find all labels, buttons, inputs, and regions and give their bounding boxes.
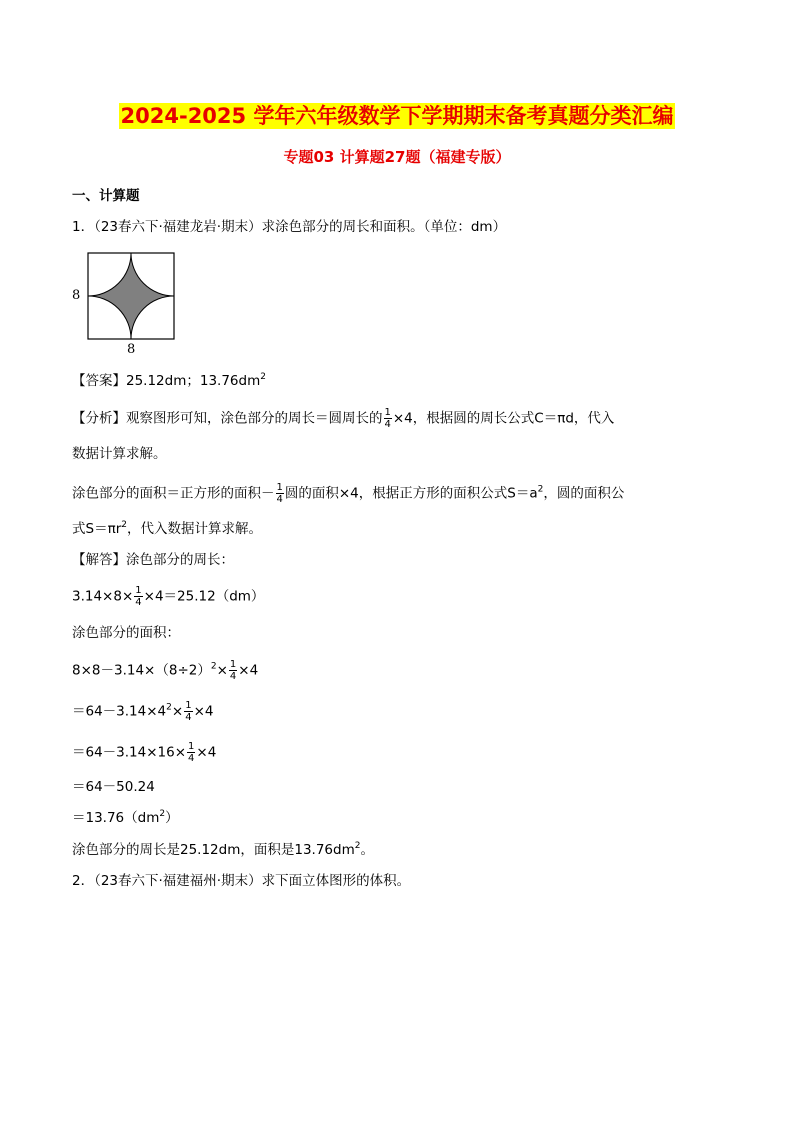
- solution-line-3: $=64-3.14\times 4^2\times$ $\frac{1}{4}$ ×4: [72, 700, 214, 723]
- analysis-line-4: 式$S=\pi r^2$，代入数据计算求解。: [72, 520, 262, 537]
- solution-line-1: 3.14×8× $\frac{1}{4}$ ×4＝25.12（dm）: [72, 585, 265, 608]
- fraction: $\frac{1}{4}$: [135, 585, 142, 608]
- figure-shaded-region: [88, 253, 174, 339]
- question-1-figure: [66, 250, 186, 360]
- question-2-stem: 2．（23春六下·福建福州·期末）求下面立体图形的体积。: [72, 873, 411, 889]
- section-heading: 一、计算题: [72, 188, 140, 204]
- fraction: $\frac{1}{4}$: [276, 482, 283, 505]
- solution-final: 涂色部分的周长是25.12dm，面积是$13.76dm^2$。: [72, 841, 374, 858]
- analysis-line-2: 数据计算求解。: [72, 446, 167, 462]
- page-subtitle: 专题03 计算题27题（福建专版）: [283, 148, 511, 166]
- question-1-stem: 1．（23春六下·福建龙岩·期末）求涂色部分的周长和面积。（单位：dm）: [72, 219, 507, 235]
- fraction: $\frac{1}{4}$: [384, 407, 391, 430]
- page-title: [0, 101, 794, 131]
- answer-line: 【答案】25.12dm；$13.76dm^2$: [72, 372, 266, 389]
- fraction: $\frac{1}{4}$: [188, 741, 195, 764]
- fraction: $\frac{1}{4}$: [185, 700, 192, 723]
- analysis-line-1: 【分析】观察图形可知，涂色部分的周长＝圆周长的 $\frac{1}{4}$ ×4，根据圆的周长公式C＝πd，代入: [72, 407, 615, 430]
- solution-heading: 【解答】涂色部分的周长：: [72, 552, 234, 568]
- fraction: $\frac{1}{4}$: [229, 659, 237, 682]
- solution-line-6: $=13.76(dm^2)$: [72, 809, 179, 826]
- area-heading: 涂色部分的面积：: [72, 625, 180, 641]
- solution-line-2: $8\times 8-3.14\times(8\div 2)^2\times$ $\frac{1}{4}$ ×4: [72, 659, 259, 682]
- figure-side-label: 8: [72, 288, 81, 303]
- figure-bottom-label: 8: [127, 342, 136, 357]
- solution-line-4: ＝64－3.14×16× $\frac{1}{4}$ ×4: [72, 741, 217, 764]
- analysis-line-3: 涂色部分的面积＝正方形的面积－ $\frac{1}{4}$ 圆的面积×4，根据正方形的面积公式$S=a^2$，圆的面积公: [72, 482, 625, 505]
- solution-line-5: ＝64－50.24: [72, 779, 155, 795]
- page-title-text: 2024-2025 学年六年级数学下学期期末备考真题分类汇编: [120, 104, 674, 128]
